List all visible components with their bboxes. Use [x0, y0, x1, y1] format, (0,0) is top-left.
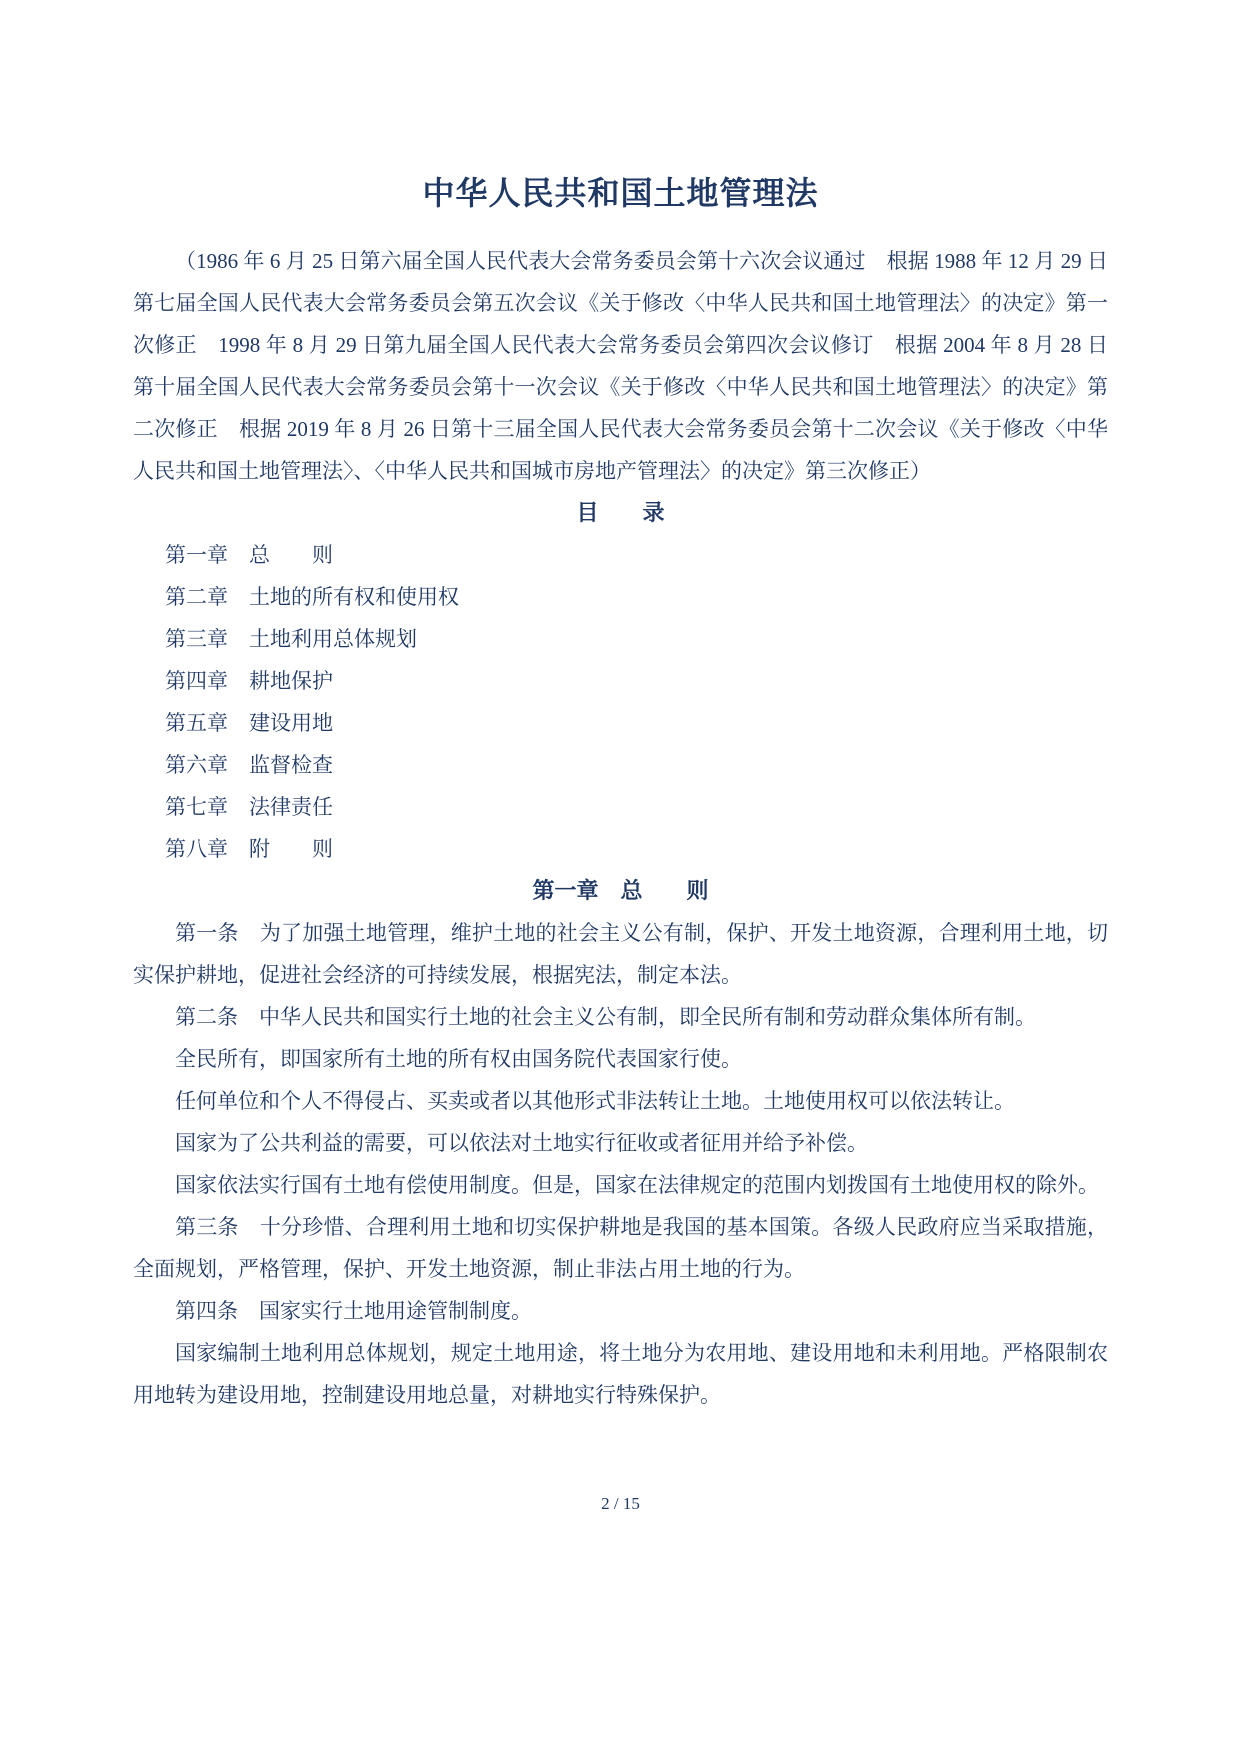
- chapter-1-heading: 第一章 总 则: [532, 878, 709, 903]
- toc-title: 目 录: [576, 500, 665, 525]
- chapter-1-body: [133, 912, 1108, 1416]
- toc-item-chapter-7: 第七章 法律责任: [165, 795, 333, 819]
- document-title: 中华人民共和国土地管理法: [422, 175, 819, 211]
- article-2-clause-3: 任何单位和个人不得侵占、买卖或者以其他形式非法转让土地。土地使用权可以依法转让。: [175, 1089, 1015, 1113]
- article-2-clause-4: 国家为了公共利益的需要，可以依法对土地实行征收或者征用并给予补偿。: [175, 1131, 868, 1155]
- article-3-paragraph: 第三条 十分珍惜、合理利用土地和切实保护耕地是我国的基本国策。各级人民政府应当采取措施，全面规划，严格管理，保护、开发土地资源，制止非法占用土地的行为。: [133, 1215, 1108, 1281]
- page-number: 2 / 15: [601, 1494, 640, 1513]
- article-1-paragraph: 第一条 为了加强土地管理，维护土地的社会主义公有制，保护、开发土地资源，合理利用土地，切实保护耕地，促进社会经济的可持续发展，根据宪法，制定本法。: [133, 921, 1108, 987]
- article-4-paragraph: 第四条 国家实行土地用途管制制度。: [175, 1299, 532, 1323]
- article-4-clause-2: 国家编制土地利用总体规划，规定土地用途，将土地分为农用地、建设用地和未利用地。严格限制农用地转为建设用地，控制建设用地总量，对耕地实行特殊保护。: [133, 1341, 1108, 1407]
- article-2-paragraph: 第二条 中华人民共和国实行土地的社会主义公有制，即全民所有制和劳动群众集体所有制。: [175, 1005, 1036, 1029]
- toc-item-chapter-8: 第八章 附 则: [165, 837, 333, 861]
- preamble-paragraph: （1986 年 6 月 25 日第六届全国人民代表大会常务委员会第十六次会议通过 根据 1988 年 12 月 29 日第七届全国人民代表大会常务委员会第五次会议《关于修改〈中华人民共和国土地管理法〉的决定》第一次修正 1998 年 8 月 29 日第九届全国人民代表大会常务委员会第四次会议修订 根据 2004 年 8 月 28 日第十届全国人民代表大会常务委员会第十一次会议《关于修改〈中华人民共和国土地管理法〉的决定》第二次修正 根据 2019 年 8 月 26 日第十三届全国人民代表大会常务委员会第十二次会议《关于修改〈中华人民共和国土地管理法〉、〈中华人民共和国城市房地产管理法〉的决定》第三次修正）: [133, 249, 1108, 483]
- toc-item-chapter-1: 第一章 总 则: [165, 543, 333, 567]
- toc-item-chapter-2: 第二章 土地的所有权和使用权: [165, 585, 459, 609]
- toc-item-chapter-3: 第三章 土地利用总体规划: [165, 627, 417, 651]
- article-2-clause-5: 国家依法实行国有土地有偿使用制度。但是，国家在法律规定的范围内划拨国有土地使用权的除外。: [175, 1173, 1099, 1197]
- toc-item-chapter-4: 第四章 耕地保护: [165, 669, 333, 693]
- article-2-clause-2: 全民所有，即国家所有土地的所有权由国务院代表国家行使。: [175, 1047, 742, 1071]
- toc-item-chapter-6: 第六章 监督检查: [165, 753, 333, 777]
- toc-item-chapter-5: 第五章 建设用地: [165, 711, 333, 735]
- table-of-contents: [133, 534, 1108, 870]
